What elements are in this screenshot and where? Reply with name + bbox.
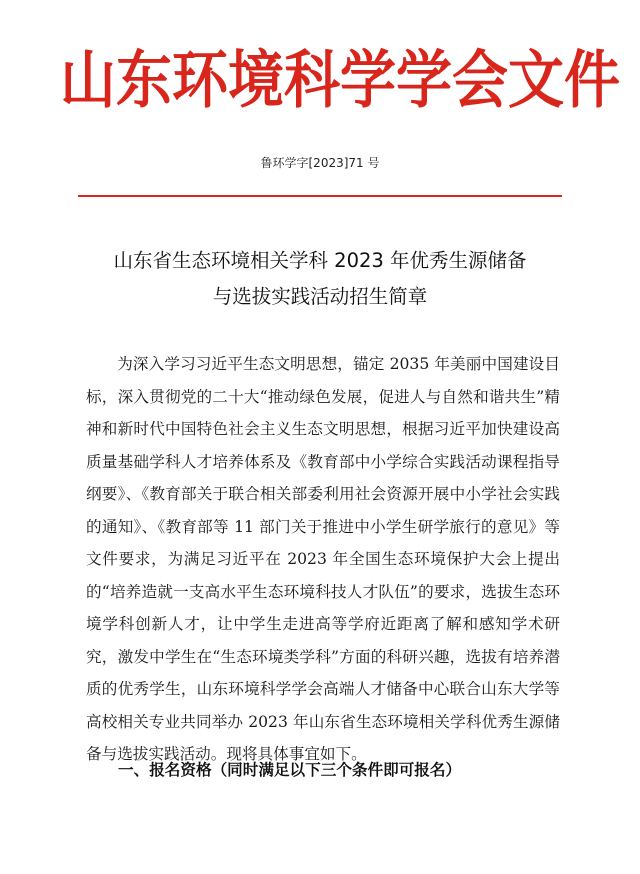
document-title-line-2: 与选拔实践活动招生简章: [212, 285, 428, 308]
red-divider-line: [78, 195, 562, 197]
document-title-line-1: 山东省生态环境相关学科 2023 年优秀生源储备: [113, 249, 527, 272]
organization-letterhead-title: 山东环境科学学会文件: [60, 43, 620, 117]
section-heading-eligibility: 一、报名资格（同时满足以下三个条件即可报名）: [118, 761, 462, 779]
intro-paragraph: 为深入学习习近平生态文明思想，锚定 2035 年美丽中国建设目标，深入贯彻党的二十大“推动绿色发展，促进人与自然和谐共生”精神和新时代中国特色社会主义生态文明思想，根据习近平加快建设高质量基础学科人才培养体系及《教育部中小学综合实践活动课程指导纲要》、《教育部关于联合相关部委利用社会资源开展中小学社会实践的通知》、《教育部等 11 部门关于推进中小学生研学旅行的意见》等文件要求，为满足习近平在 2023 年全国生态环境保护大会上提出的“培养造就一支高水平生态环境科技人才队伍”的要求，选拔生态环境学科创新人才，让中学生走进高等学府近距离了解和感知学术研究，激发中学生在“生态环境类学科”方面的科研兴趣，选拔有培养潜质的优秀学生，山东环境科学学会高端人才储备中心联合山东大学等高校相关专业共同举办 2023 年山东省生态环境相关学科优秀生源储备与选拔实践活动。现将具体事宜如下。: [86, 355, 560, 763]
document-number: 鲁环学字[2023]71 号: [260, 156, 380, 170]
